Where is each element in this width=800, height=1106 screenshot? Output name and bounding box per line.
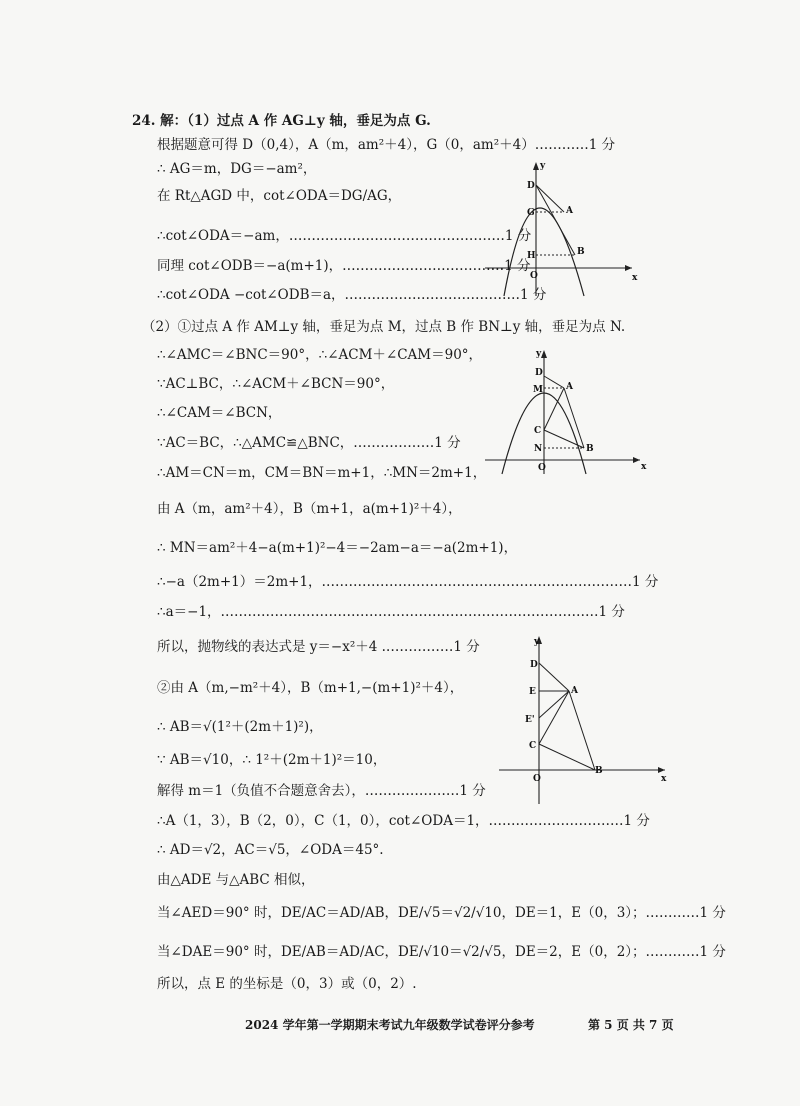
fig2-label-x: x xyxy=(641,462,647,472)
p3-line-8: 当∠AED＝90° 时，DE/AC＝AD/AB，DE/√5＝√2/√10，DE＝1，E（0，3）；…………1 分 xyxy=(157,905,726,921)
fig2-label-d: D xyxy=(535,368,543,378)
fig2-label-n: N xyxy=(534,444,543,454)
fig1-label-b: B xyxy=(577,247,585,257)
p1-line-2: ∴ AG＝m，DG＝−am²， xyxy=(157,161,317,177)
fig1-label-g: G xyxy=(527,208,535,218)
fig3-label-e-prime: E' xyxy=(525,715,535,725)
fig3-label-c: C xyxy=(529,741,537,751)
fig3-label-o: O xyxy=(533,774,541,784)
p2-line-7: 由 A（m，am²＋4），B（m+1，a(m+1)²＋4）， xyxy=(157,501,462,517)
p3-line-1: ②由 A（m,−m²＋4），B（m+1,−(m+1)²＋4）， xyxy=(157,680,464,696)
p3-line-10: 所以，点 E 的坐标是（0，3）或（0，2）. xyxy=(157,976,417,992)
p3-line-2: ∴ AB＝√(1²＋(2m＋1)²)， xyxy=(157,719,323,735)
p2-line-8: ∴ MN＝am²＋4−a(m+1)²−4＝−2am−a＝−a(2m+1)， xyxy=(157,540,518,556)
p1-line-4: ∴cot∠ODA＝−am，…………………………………………1 分 xyxy=(157,228,532,244)
p2-line-5: ∵AC＝BC，∴△AMC≌△BNC，………………1 分 xyxy=(157,435,461,451)
fig3-label-y: y xyxy=(534,637,540,647)
fig3-label-x: x xyxy=(661,774,667,784)
p2-line-1: （2）①过点 A 作 AM⊥y 轴，垂足为点 M，过点 B 作 BN⊥y 轴，垂足为点 N. xyxy=(142,319,626,335)
p3-line-9: 当∠DAE＝90° 时，DE/AB＝AD/AC，DE/√10＝√2/√5，DE＝2，E（0，2）；…………1 分 xyxy=(157,944,726,960)
fig1-label-h: H xyxy=(527,251,536,261)
fig2-label-c: C xyxy=(534,426,542,436)
fig2-label-y: y xyxy=(536,349,542,359)
fig2-label-b: B xyxy=(586,444,594,454)
fig3-label-d: D xyxy=(530,660,538,670)
p1-line-5: 同理 cot∠ODB＝−a(m+1)，………………………………1 分 xyxy=(157,258,531,274)
fig1-label-a: A xyxy=(566,206,573,216)
p2-line-4: ∴∠CAM＝∠BCN， xyxy=(157,405,282,421)
figure-1-parabola xyxy=(480,158,640,298)
fig2-label-m: M xyxy=(533,385,543,395)
fig1-label-d: D xyxy=(527,181,535,191)
p2-line-2: ∴∠AMC＝∠BNC＝90°，∴∠ACM＋∠CAM＝90°， xyxy=(157,347,483,363)
fig3-label-b: B xyxy=(595,766,603,776)
p2-line-10: ∴a＝−1，…………………………………………………………………………1 分 xyxy=(157,604,625,620)
fig3-label-a: A xyxy=(571,686,578,696)
p3-line-7: 由△ADE 与△ABC 相似， xyxy=(157,872,315,888)
fig2-label-o: O xyxy=(538,463,546,473)
footer-title: 2024 学年第一学期期末考试九年级数学试卷评分参考 xyxy=(245,1018,535,1032)
p1-line-1: 根据题意可得 D（0,4），A（m，am²＋4），G（0，am²＋4）…………1 分 xyxy=(157,137,616,153)
fig1-label-o: O xyxy=(530,271,538,281)
p3-line-4: 解得 m＝1（负值不合题意舍去），…………………1 分 xyxy=(157,783,486,799)
figure-2-parabola xyxy=(480,346,650,476)
p1-line-3: 在 Rt△AGD 中，cot∠ODA＝DG/AG， xyxy=(157,188,402,204)
p2-line-6: ∴AM＝CN＝m，CM＝BN＝m+1，∴MN＝2m+1， xyxy=(157,465,487,481)
p1-line-6: ∴cot∠ODA −cot∠ODB＝a，…………………………………1 分 xyxy=(157,287,547,303)
figure-3-triangles xyxy=(495,632,675,806)
p2-line-11: 所以，抛物线的表达式是 y＝−x²＋4 .……………1 分 xyxy=(157,639,480,655)
fig1-label-y: y xyxy=(540,161,546,171)
fig2-label-a: A xyxy=(566,382,573,392)
p3-line-3: ∵ AB＝√10，∴ 1²＋(2m＋1)²＝10， xyxy=(157,752,387,768)
p3-line-6: ∴ AD＝√2，AC＝√5，∠ODA＝45°. xyxy=(157,842,384,858)
fig1-label-x: x xyxy=(632,273,638,283)
footer-page-number: 第 5 页 共 7 页 xyxy=(588,1018,674,1032)
p2-line-3: ∵AC⊥BC，∴∠ACM＋∠BCN＝90°， xyxy=(157,376,395,392)
p3-line-5: ∴A（1，3），B（2，0），C（1，0），cot∠ODA＝1，…………………………1 分 xyxy=(157,813,650,829)
fig3-label-e: E xyxy=(529,687,536,697)
p2-line-9: ∴−a（2m+1）＝2m+1，……………………………………………………………1 分 xyxy=(157,574,659,590)
problem-header: 24. 解：（1）过点 A 作 AG⊥y 轴，垂足为点 G. xyxy=(132,113,431,129)
